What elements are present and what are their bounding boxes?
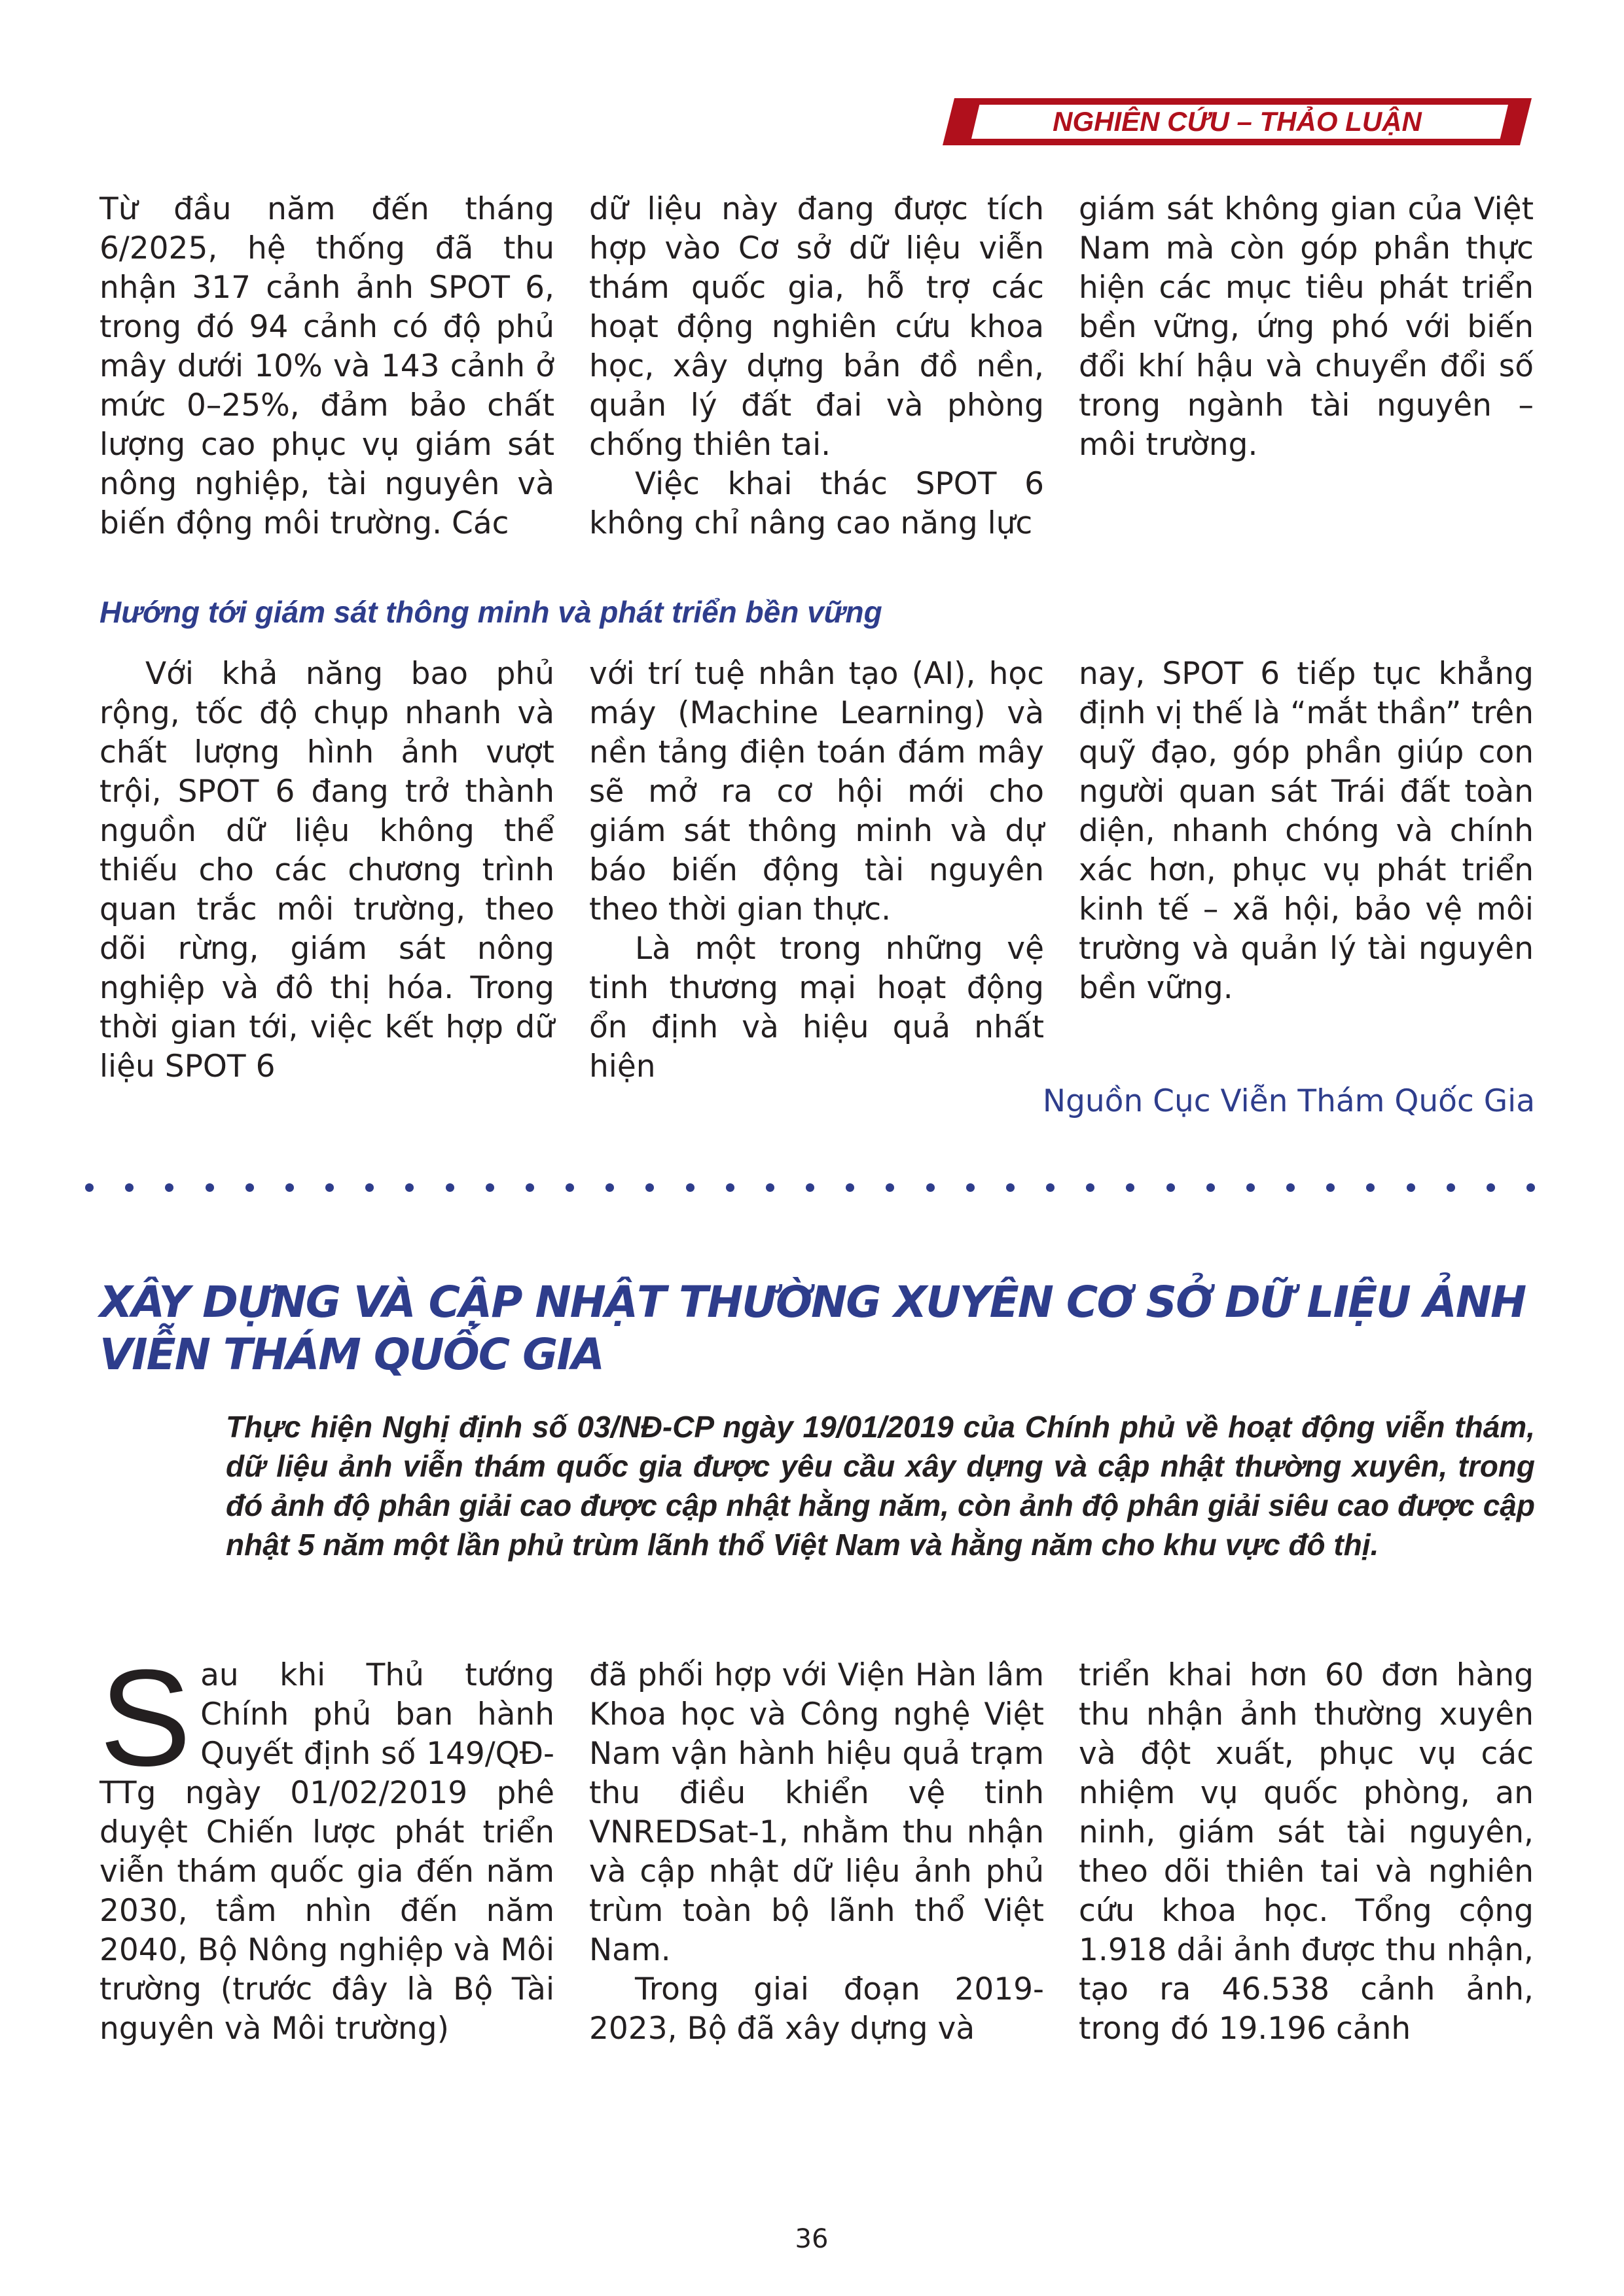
paragraph: Là một trong những vệ tinh thương mại hoạt động ổn định và hiệu quả nhất hiện xyxy=(589,931,1044,1085)
divider-dot xyxy=(766,1183,774,1192)
divider-dot xyxy=(1407,1183,1415,1192)
divider-dot xyxy=(1246,1183,1255,1192)
paragraph: Trong giai đoạn 2019-2023, Bộ đã xây dựng và xyxy=(589,1971,1044,2047)
divider-dot xyxy=(325,1183,334,1192)
divider-dot xyxy=(1366,1183,1375,1192)
divider-dot xyxy=(926,1183,935,1192)
drop-cap: S xyxy=(99,1641,192,1795)
page-number: 36 xyxy=(795,2224,829,2254)
divider-dot xyxy=(1286,1183,1295,1192)
divider-dot xyxy=(566,1183,574,1192)
divider-dot xyxy=(1526,1183,1535,1192)
divider-dot xyxy=(206,1183,214,1192)
paragraph: đã phối hợp với Viện Hàn lâm Khoa học và Công nghệ Việt Nam vận hành hiệu quả trạm thu điều khiển vệ tinh VNREDSat-1, nhằm thu nhận và cập nhật dữ liệu ảnh phủ trùm toàn bộ lãnh thổ Việt Nam. xyxy=(589,1657,1044,1968)
divider-dot xyxy=(1487,1183,1495,1192)
divider-dot xyxy=(846,1183,854,1192)
article-lead: Thực hiện Nghị định số 03/NĐ-CP ngày 19/01/2019 của Chính phủ về hoạt động viễn thám, dữ liệu ảnh viễn thám quốc gia được yêu cầu xây dựng và cập nhật thường xuyên, trong đó ảnh độ phân giải cao được cập nhật hằng năm, còn ảnh độ phân giải siêu cao được cập nhật 5 năm một lần phủ trùm lãnh thổ Việt Nam và hằng năm cho khu vực đô thị. xyxy=(226,1410,1535,1562)
divider-dot xyxy=(245,1183,254,1192)
article1-top-col2 xyxy=(589,190,1044,543)
divider-dot xyxy=(1447,1183,1455,1192)
divider-dot xyxy=(1126,1183,1134,1192)
article-title: XÂY DỰNG VÀ CẬP NHẬT THƯỜNG XUYÊN CƠ SỞ DỮ LIỆU ẢNH VIỄN THÁM QUỐC GIA xyxy=(99,1277,1526,1380)
divider-dot xyxy=(486,1183,494,1192)
article2-col3 xyxy=(1079,1656,1534,2049)
paragraph: triển khai hơn 60 đơn hàng thu nhận ảnh thường xuyên và đột xuất, phục vụ các nhiệm vụ quốc phòng, an ninh, giám sát tài nguyên, theo dõi thiên tai và nghiên cứu khoa học. Tổng cộng 1.918 dải ảnh được thu nhận, tạo ra 46.538 cảnh ảnh, trong đó 19.196 cảnh xyxy=(1079,1657,1534,2047)
article1-top-col1 xyxy=(99,190,554,543)
divider-dot xyxy=(285,1183,294,1192)
paragraph: Từ đầu năm đến tháng 6/2025, hệ thống đã thu nhận 317 cảnh ảnh SPOT 6, trong đó 94 cảnh có độ phủ mây dưới 10% và 143 cảnh ở mức 0–25%, đảm bảo chất lượng cao phục vụ giám sát nông nghiệp, tài nguyên và biến động môi trường. Các xyxy=(99,191,554,541)
source-credit: Nguồn Cục Viễn Thám Quốc Gia xyxy=(1042,1083,1535,1119)
paragraph xyxy=(99,1641,554,2049)
divider-dot xyxy=(686,1183,695,1192)
section-label: NGHIÊN CỨU – THẢO LUẬN xyxy=(1053,106,1422,137)
divider-dot xyxy=(1206,1183,1215,1192)
article1-bottom-col1 xyxy=(99,655,554,1086)
paragraph: nay, SPOT 6 tiếp tục khẳng định vị thế là “mắt thần” trên quỹ đạo, góp phần giúp con người quan sát Trái đất toàn diện, nhanh chóng và chính xác hơn, phục vụ phát triển kinh tế – xã hội, bảo vệ môi trường và quản lý tài nguyên bền vững. xyxy=(1079,656,1534,1006)
paragraph: Với khả năng bao phủ rộng, tốc độ chụp nhanh và chất lượng hình ảnh vượt trội, SPOT 6 đang trở thành nguồn dữ liệu không thể thiếu cho các chương trình quan trắc môi trường, theo dõi rừng, giám sát nông nghiệp và đô thị hóa. Trong thời gian tới, việc kết hợp dữ liệu SPOT 6 xyxy=(99,656,554,1085)
divider-dot xyxy=(645,1183,654,1192)
divider-dot xyxy=(446,1183,454,1192)
divider-dot xyxy=(1006,1183,1015,1192)
paragraph: dữ liệu này đang được tích hợp vào Cơ sở dữ liệu viễn thám quốc gia, hỗ trợ các hoạt động nghiên cứu khoa học, xây dựng bản đồ nền, quản lý đất đai và phòng chống thiên tai. xyxy=(589,191,1044,463)
divider-dot xyxy=(1166,1183,1175,1192)
divider-dot xyxy=(526,1183,534,1192)
divider-dot xyxy=(605,1183,614,1192)
dotted-divider xyxy=(85,1183,1535,1193)
article2-col1 xyxy=(99,1641,554,2049)
paragraph: với trí tuệ nhân tạo (AI), học máy (Machine Learning) và nền tảng điện toán đám mây sẽ mở ra cơ hội mới cho giám sát thông minh và dự báo biến động tài nguyên theo thời gian thực. xyxy=(589,656,1044,927)
divider-dot xyxy=(806,1183,814,1192)
article1-bottom-col2 xyxy=(589,655,1044,1086)
divider-dot xyxy=(1086,1183,1094,1192)
section-header-tab xyxy=(943,98,1532,145)
paragraph: Việc khai thác SPOT 6 không chỉ nâng cao năng lực xyxy=(589,466,1044,541)
divider-dot xyxy=(886,1183,894,1192)
divider-dot xyxy=(85,1183,94,1192)
divider-dot xyxy=(966,1183,975,1192)
divider-dot xyxy=(165,1183,173,1192)
divider-dot xyxy=(1046,1183,1055,1192)
article1-top-col3 xyxy=(1079,190,1534,465)
section-subheading: Hướng tới giám sát thông minh và phát triển bền vững xyxy=(99,595,882,629)
divider-dot xyxy=(1326,1183,1335,1192)
article1-bottom-col3 xyxy=(1079,655,1534,1008)
divider-dot xyxy=(365,1183,374,1192)
article2-col2 xyxy=(589,1656,1044,2049)
paragraph: giám sát không gian của Việt Nam mà còn góp phần thực hiện các mục tiêu phát triển bền vững, ứng phó với biến đổi khí hậu và chuyển đổi số trong ngành tài nguyên – môi trường. xyxy=(1079,191,1534,463)
paragraph-text: au khi Thủ tướng Chính phủ ban hành Quyết định số 149/QĐ-TTg ngày 01/02/2019 phê duyệt Chiến lược phát triển viễn thám quốc gia đến năm 2030, tầm nhìn đến năm 2040, Bộ Nông nghiệp và Môi trường (trước đây là Bộ Tài nguyên và Môi trường) xyxy=(99,1657,554,2047)
divider-dot xyxy=(125,1183,134,1192)
divider-dot xyxy=(405,1183,414,1192)
divider-dot xyxy=(726,1183,734,1192)
